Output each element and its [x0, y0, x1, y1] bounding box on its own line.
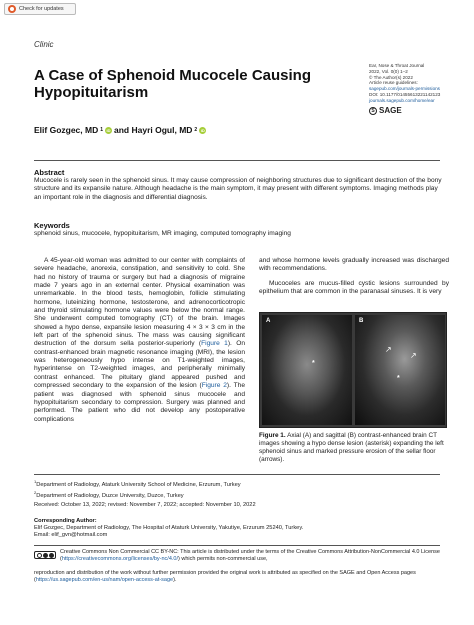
- figure-1-ref-link[interactable]: Figure 1: [201, 340, 228, 348]
- license-line: reproduction and distribution of the work without further permission provided the original work is attributed as specified on the SAGE and: [34, 570, 366, 576]
- license-text: [60, 549, 444, 563]
- abstract-text: Mucocele is rarely seen in the sphenoid sinus. It may cause compression of neighboring structures due to significant destruction of the bony structure and its expansile nature. Although headache is the main symptom, it may present with different symptoms. Imaging methods play an important role in the diagnosis and differential diagnosis.: [34, 177, 442, 201]
- body-paragraph: and whose hormone levels gradually increased was discharged with recommendations.: [259, 257, 449, 273]
- sage-label: SAGE: [379, 106, 402, 115]
- asterisk-marker: *: [397, 375, 400, 382]
- cc-license-icon[interactable]: [34, 551, 56, 559]
- ct-sagittal-panel: [355, 315, 445, 425]
- panel-label-b: B: [359, 318, 364, 324]
- body-column-right: [259, 257, 449, 296]
- license-line: ).: [173, 577, 177, 583]
- journal-reuse: Article reuse guidelines:: [369, 80, 418, 86]
- figure-2-ref-link[interactable]: Figure 2: [201, 382, 227, 390]
- open-access-link[interactable]: https://us.sagepub.com/en-us/nam/open-access-at-sage: [35, 577, 174, 583]
- panel-label-a: A: [266, 318, 271, 324]
- arrow-icon: ↗: [385, 345, 392, 354]
- update-icon: [8, 5, 16, 13]
- affiliation-item: [34, 489, 241, 500]
- affiliation-text: Department of Radiology, Duzce University, Duzce, Turkey: [36, 492, 184, 499]
- by-icon: [43, 553, 48, 558]
- section-label: Clinic: [34, 40, 54, 49]
- orcid-icon[interactable]: iD: [106, 127, 111, 133]
- author-affiliation-sup: 1: [100, 127, 104, 133]
- license-link[interactable]: https://creativecommons.org/licenses/by-nc/4.0/: [61, 556, 179, 562]
- license-line: Creative Commons Non Commercial CC BY-NC: This article is distributed under the terms of the Creative Commons Attribution-NonCommercial 4.0 License (: [60, 549, 440, 562]
- body-paragraph: Mucoceles are mucus-filled cystic lesions surrounded by epithelium that are common in the paranasal sinuses. It is very: [259, 279, 449, 296]
- caption-label: Figure 1.: [259, 432, 286, 439]
- journal-home-link[interactable]: journals.sagepub.com/home/ear: [369, 97, 435, 103]
- keywords-text: sphenoid sinus, mucocele, hypopituitarism, MR imaging, computed tomography imaging: [34, 230, 291, 237]
- abstract-heading: Abstract: [34, 168, 65, 177]
- author-affiliation-sup: 2: [194, 127, 198, 133]
- affiliation-item: [34, 478, 241, 489]
- body-column-left: [34, 257, 245, 424]
- cc-icon: [37, 553, 42, 558]
- affiliation-text: Department of Radiology, Ataturk University School of Medicine, Erzurum, Turkey: [36, 481, 241, 488]
- arrow-icon: ↗: [410, 351, 417, 360]
- sage-logo: [369, 106, 402, 115]
- journal-name: Ear, Nose & Throat Journal: [369, 63, 425, 68]
- asterisk-marker: *: [312, 360, 315, 367]
- author-name[interactable]: and Hayri Ogul, MD: [114, 125, 193, 135]
- figure-caption: [259, 432, 447, 464]
- license-line: Open Access pages (: [34, 570, 416, 583]
- caption-text: Axial (A) and sagittal (B) contrast-enhanced brain CT images showing a hypo dense lesion (asterisk) expanding the left sphenoid sinus and marked pressure erosion of the sellar floor (arrows).: [259, 432, 444, 463]
- correspondence-heading: Corresponding Author:: [34, 518, 97, 524]
- journal-info: [369, 63, 469, 104]
- body-paragraph: [34, 257, 245, 424]
- body-text: ). On contrast-enhanced brain magnetic resonance imaging (MRI), the lesion was heterogeneously hypo intense on T1-weighted images, hyperintense on T2-weighted images, and peripherally minimally contrast enhanced. The pituitary gland appeared pushed and compressed secondary to the expansion of the lesion (: [34, 340, 245, 390]
- correspondence-email[interactable]: Email: elif_gvn@hotmail.com: [34, 532, 108, 538]
- figure-1-image[interactable]: [259, 312, 447, 428]
- body-text: A 45-year-old woman was admitted to our center with complaints of severe headache, anorexia, constipation, and sensitivity to cold. She had no history of trauma or surgery but had a diagnosis of migraine made 7 years ago in an external center. Physical examination was unremarkable. In the blood tests, hemoglobin, follicle stimulating hormone, luteinizing hormone, testosterone, and adrenocorticotropic and thyroid stimulating hormone values were below the normal range. She underwent computed tomography (CT) of the brain. Images showed a hypo dense, expansile lesion measuring 4 × 3 × 3 cm in the left part of the sphenoid sinus. The mass was causing significant destruction of the dorsum sella posterior-superiorly (: [34, 257, 245, 348]
- reuse-link[interactable]: sagepub.com/journals-permissions: [369, 86, 440, 92]
- correspondence-block: [34, 518, 303, 539]
- author-list: [34, 125, 206, 135]
- keywords-heading: Keywords: [34, 221, 70, 230]
- nc-icon: [49, 553, 54, 558]
- license-line: ) which permits non-commercial use,: [178, 556, 268, 562]
- check-for-updates-label: Check for updates: [19, 6, 64, 12]
- journal-copyright: © The Author(s) 2022: [369, 74, 413, 80]
- divider: [34, 545, 440, 546]
- license-text-continued: [34, 570, 444, 584]
- journal-doi[interactable]: DOI: 10.1177/01455613221142123: [369, 91, 441, 97]
- article-title: A Case of Sphenoid Mucocele Causing Hypopituitarism: [34, 67, 311, 101]
- journal-issue: 2022, Vol. 0(0) 1–2: [369, 68, 408, 74]
- affiliation-list: [34, 478, 241, 500]
- affiliation-sup: 1: [34, 479, 37, 484]
- author-name[interactable]: Elif Gozgec, MD: [34, 125, 99, 135]
- affiliation-sup: 2: [34, 489, 37, 495]
- sage-icon: S: [369, 107, 377, 115]
- divider: [34, 160, 440, 161]
- check-for-updates-badge[interactable]: [4, 3, 76, 15]
- correspondence-address: Elif Gozgec, Department of Radiology, The Hospital of Ataturk University, Yakutiye, Erzurum 25240, Turkey.: [34, 525, 304, 531]
- ct-axial-panel: [262, 315, 352, 425]
- divider: [34, 474, 440, 475]
- article-dates: Received: October 13, 2022; revised: November 7, 2022; accepted: November 10, 2022: [34, 502, 256, 508]
- orcid-icon[interactable]: iD: [200, 127, 205, 133]
- body-text: ). The patient was diagnosed with sphenoid sinus mucocele and hypopituitarism secondary to compression. Surgery was planned and performed. The patient who did not develop any postoperative complications: [34, 382, 245, 423]
